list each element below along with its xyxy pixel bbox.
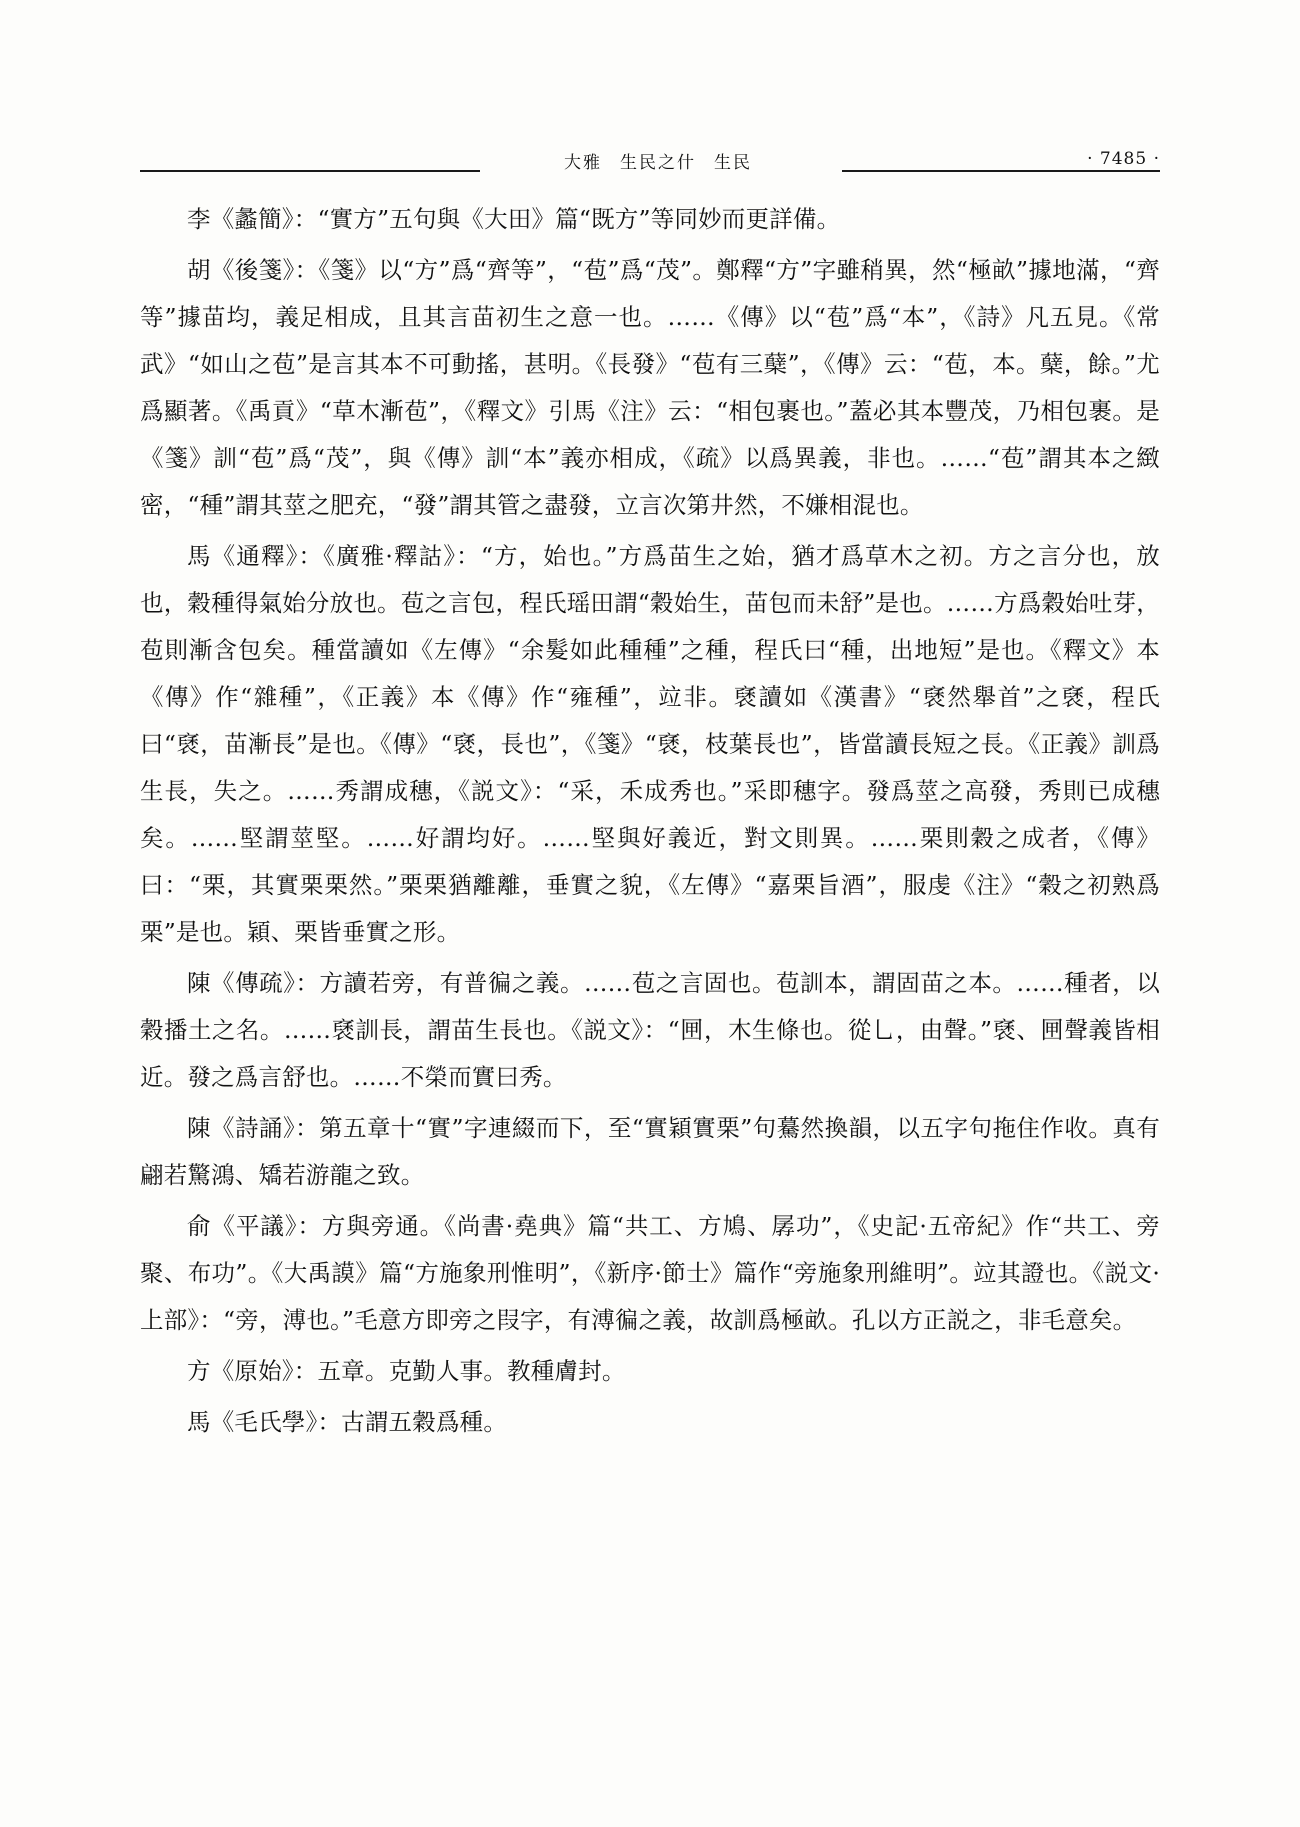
page-body	[140, 196, 1160, 1446]
running-head-section: 大雅	[564, 153, 602, 173]
running-head-group: 生民之什	[620, 153, 696, 173]
running-head	[488, 148, 828, 173]
page-header	[140, 148, 1160, 182]
header-rule-right	[842, 170, 1160, 172]
paragraph: 陳《傳疏》：方讀若旁，有普徧之義。……苞之言固也。苞訓本，謂固苗之本。……種者，以穀播土之名。……褎訓長，謂苗生長也。《説文》：“㘡，木生條也。從乚，由聲。”褎、㘡聲義皆相近。發之爲言舒也。……不榮而實曰秀。	[140, 969, 1160, 1091]
paragraph: 胡《後箋》：《箋》以“方”爲“齊等”，“苞”爲“茂”。鄭釋“方”字雖稍異，然“極畝”據地滿，“齊等”據苗均，義足相成，且其言苗初生之意一也。……《傳》以“苞”爲“本”，《詩》凡五見。《常武》“如山之苞”是言其本不可動搖，甚明。《長發》“苞有三蘖”，《傳》云：“苞，本。蘖，餘。”尤爲顯著。《禹貢》“草木漸苞”，《釋文》引馬《注》云：“相包裹也。”蓋必其本豐茂，乃相包裹。是《箋》訓“苞”爲“茂”，與《傳》訓“本”義亦相成，《疏》以爲異義，非也。……“苞”謂其本之緻密，“種”謂其莖之肥充，“發”謂其管之盡發，立言次第井然，不嫌相混也。	[140, 256, 1160, 519]
page-number: · 7485 ·	[1087, 149, 1160, 169]
header-rule-left	[140, 170, 480, 172]
paragraph: 李《蠡簡》：“實方”五句與《大田》篇“既方”等同妙而更詳備。	[187, 205, 841, 233]
paragraph: 俞《平議》：方與旁通。《尚書·堯典》篇“共工、方鳩、孱功”，《史記·五帝紀》作“共工、旁聚、布功”。《大禹謨》篇“方施象刑惟明”，《新序·節士》篇作“旁施象刑維明”。竝其證也。《説文·上部》：“旁，溥也。”毛意方即旁之叚字，有溥徧之義，故訓爲極畝。孔以方正説之，非毛意矣。	[140, 1212, 1160, 1334]
paragraph: 方《原始》：五章。克勤人事。教種膚封。	[187, 1357, 626, 1385]
running-head-poem: 生民	[714, 153, 752, 173]
paragraph: 馬《毛氏學》：古謂五穀爲種。	[187, 1408, 508, 1436]
paragraph: 陳《詩誦》：第五章十“實”字連綴而下，至“實穎實栗”句驀然換韻，以五字句拖住作收。真有翩若驚鴻、矯若游龍之致。	[140, 1114, 1160, 1189]
paragraph: 馬《通釋》：《廣雅·釋詁》：“方，始也。”方爲苗生之始，猶才爲草木之初。方之言分也，放也，穀種得氣始分放也。苞之言包，程氏瑶田謂“穀始生，苗包而未舒”是也。……方爲穀始吐芽，苞則漸含包矣。種當讀如《左傳》“余髮如此種種”之種，程氏曰“種，出地短”是也。《釋文》本《傳》作“雜種”，《正義》本《傳》作“雍種”，竝非。褎讀如《漢書》“褎然舉首”之褎，程氏曰“褎，苗漸長”是也。《傳》“褎，長也”，《箋》“褎，枝葉長也”，皆當讀長短之長。《正義》訓爲生長，失之。……秀謂成穗，《説文》：“采，禾成秀也。”采即穗字。發爲莖之高發，秀則已成穗矣。……堅謂莖堅。……好謂均好。……堅與好義近，對文則異。……栗則穀之成者，《傳》曰：“栗，其實栗栗然。”栗栗猶離離，垂實之貌，《左傳》“嘉栗旨酒”，服虔《注》“穀之初熟爲栗”是也。穎、栗皆垂實之形。	[140, 542, 1160, 946]
